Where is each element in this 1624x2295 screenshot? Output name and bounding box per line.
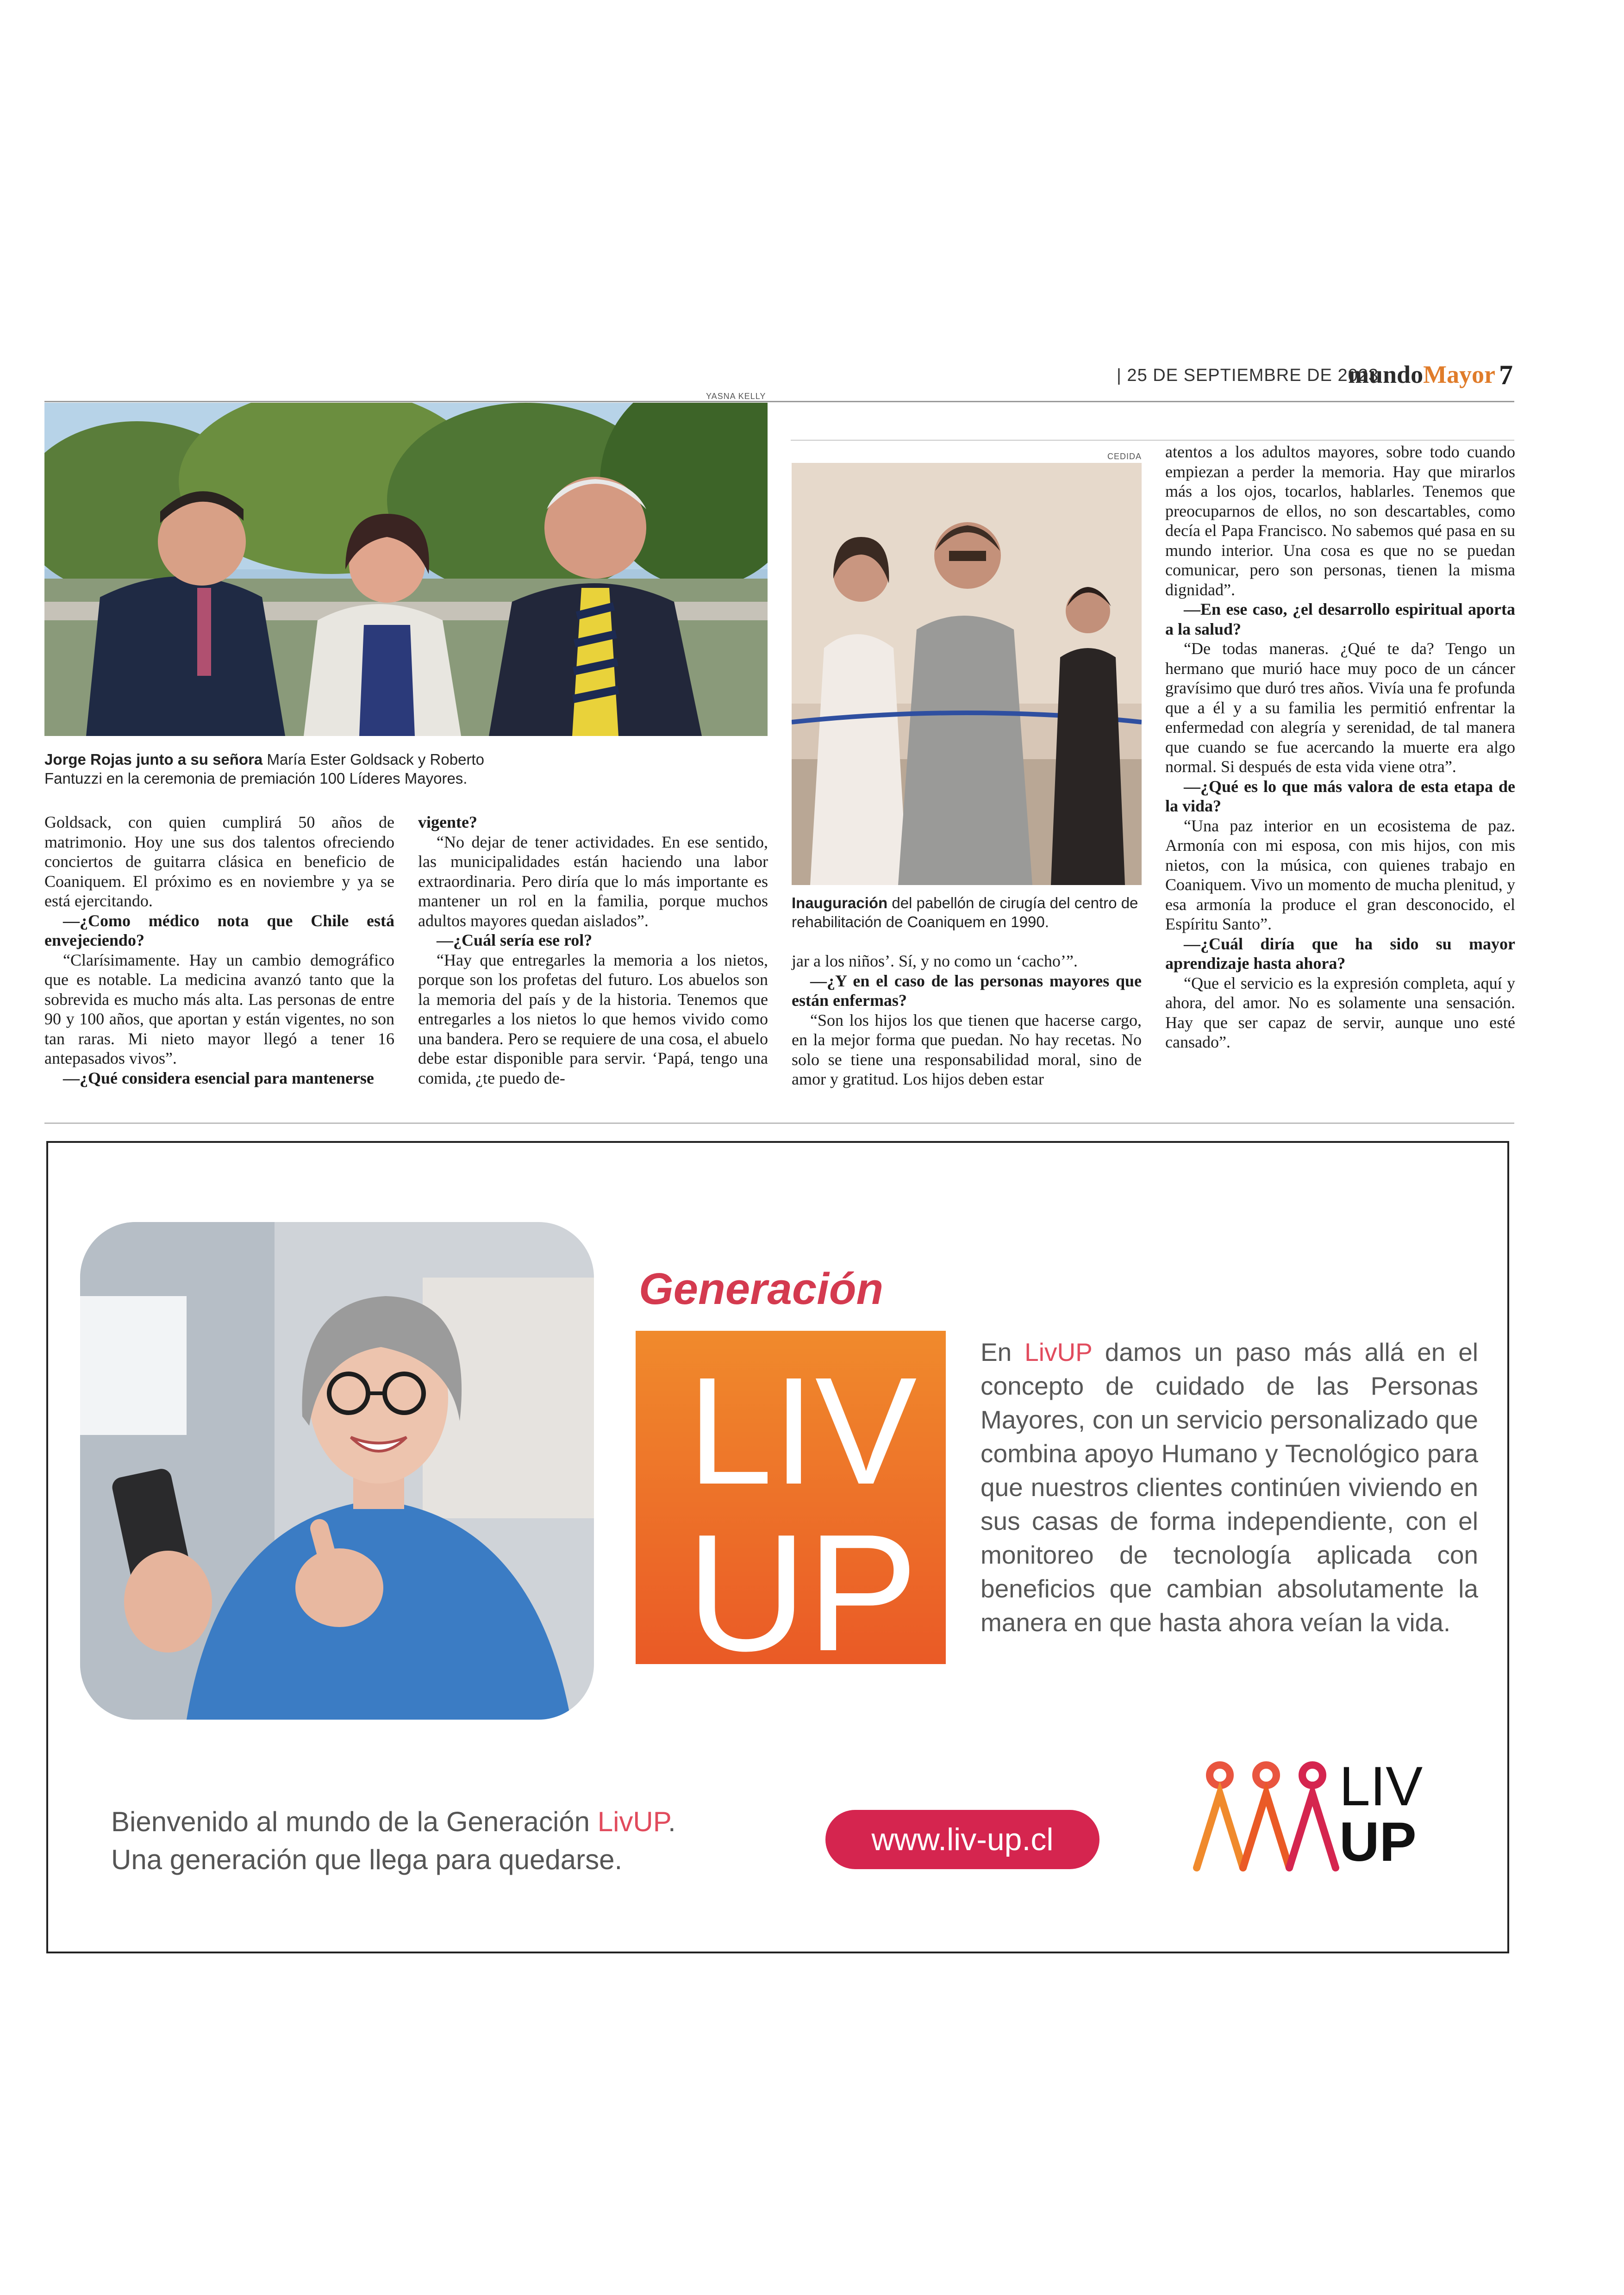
big-up-text: UP (686, 1500, 918, 1664)
logo-liv-text: LIV (1339, 1755, 1423, 1817)
article-col-4 (1165, 442, 1515, 1052)
article-ad-separator (44, 1123, 1514, 1124)
col4-p1: atentos a los adultos mayores, sobre todo cuando empiezan a perder la memoria. Hay que mirarlos más a los ojos, tocarlos, hablarles. Tenemos que preocuparnos de ellos, no son descartables, como decía el Papa Francisco. No sabemos qué pasa en su mundo interior. Una cosa es que no se puedan comunicar, pero son personas, tienen la misma dignidad”. (1165, 443, 1515, 599)
ad-body-pre: En (981, 1338, 1025, 1366)
col4-p2: “De todas maneras. ¿Qué te da? Tengo un hermano que murió hace muy poco de un cáncer gravísimo que duró tres años. Vivía una fe profunda que a él y a su familia les permitió enfrentar la enfermedad con alegría y serenidad, de tal manera que cuando se fue acercando la muerte era algo normal. Si después de esta vida viene otra”. (1165, 639, 1515, 776)
photo-ceremony (44, 403, 768, 736)
right-block-rule (791, 440, 1514, 441)
ad-body-brand: LivUP (1024, 1338, 1092, 1366)
photo-inauguration-image (792, 463, 1142, 885)
brand-suffix: Mayor (1423, 361, 1496, 388)
col1-p2: “Clarísimamente. Hay un cambio demográfico que es notable. La medicina avanzó tanto que la sobrevida es mucho más alta. Las personas de entre 90 y 100 años, que aportan y están vigentes, no son tan raras. Mi nieto mayor llegó a tener 16 antepasados vivos”. (44, 950, 394, 1067)
logo-up-text: UP (1339, 1811, 1417, 1873)
header-rule (44, 401, 1514, 402)
article-col-2 (418, 812, 768, 1088)
liv-up-people-icon (1192, 1761, 1340, 1872)
photo2-caption-bold: Inauguración (792, 894, 888, 911)
ad-title: Generación (639, 1264, 884, 1314)
big-liv-text: LIV (687, 1345, 917, 1516)
photo1-caption (44, 750, 507, 788)
photo2-caption (792, 893, 1143, 931)
ad-body-text (981, 1335, 1478, 1640)
photo1-caption-bold: Jorge Rojas junto a su señora (44, 751, 263, 768)
col1-p1: Goldsack, con quien cumplirá 50 años de matrimonio. Hoy une sus dos talentos ofreciendo conciertos de guitarra clásica en beneficio de Coaniquem. El próximo es en noviembre y ya se está ejercitando. (44, 813, 394, 910)
col4-p4: “Que el servicio es la expresión completa, aquí y ahora, del amor. No es solamente una sensación. Hay que ser capaz de servir, aunque uno esté cansado”. (1165, 973, 1515, 1051)
col3-question-1: —¿Y en el caso de las personas mayores que están enfermas? (792, 971, 1142, 1010)
ad-footer-line-1 (111, 1803, 676, 1841)
liv-up-big-logo-graphic (594, 1331, 946, 1664)
photo-inauguration (792, 463, 1142, 885)
col4-question-3: —¿Cuál diría que ha sido su mayor aprendizaje hasta ahora? (1165, 934, 1515, 973)
col1-question-2: —¿Qué considera esencial para mantenerse (63, 1068, 374, 1087)
col3-p2: “Son los hijos los que tienen que hacerse cargo, en la mejor forma que puedan. No hay recetas. No solo se tiene una responsabilidad moral, sino de amor y gratitud. Los hijos deben estar (792, 1010, 1142, 1088)
ad-website-link[interactable]: www.liv-up.cl (825, 1810, 1099, 1869)
col2-question-1: —¿Cuál sería ese rol? (437, 931, 593, 949)
ad-footer-line-2: Una generación que llega para quedarse. (111, 1844, 623, 1875)
ad-body-rest: damos un paso más allá en el concepto de cuidado de las Personas Mayores, con un servicio personalizado que combina apoyo Humano y Tecnológico para que nuestros clientes continúen viviendo en sus casas de forma independiente, con el monitoreo de tecnología aplicada con beneficios que cambian absolutamente la manera en que hasta ahora veían la vida. (981, 1338, 1478, 1637)
ad-photo-woman-with-phone (80, 1222, 594, 1720)
ad-footer-text (111, 1803, 676, 1879)
issue-date: | 25 DE SEPTIEMBRE DE 2023 (1117, 366, 1379, 385)
page-number: 7 (1499, 360, 1513, 390)
col2-question-cont: vigente? (418, 813, 477, 831)
people-icon (1192, 1761, 1340, 1872)
ad-footer-pre: Bienvenido al mundo de la Generación (111, 1806, 598, 1837)
col2-p1: “No dejar de tener actividades. En ese sentido, las municipalidades están haciendo una labor extraordinaria. Pero diría que lo más importante es mantener un rol en la familia, porque muchos adultos mayores quedan aislados”. (418, 832, 768, 930)
photo2-caption-text: del pabellón de cirugía del centro de rehabilitación de Coaniquem en 1990. (792, 894, 1138, 930)
article-col-1 (44, 812, 394, 1088)
photo1-credit: YASNA KELLY (706, 392, 766, 401)
col4-question-2: —¿Qué es lo que más valora de esta etapa de la vida? (1165, 777, 1515, 815)
section-brand (1348, 360, 1495, 389)
liv-up-big-logo (594, 1331, 946, 1664)
article-col-3 (792, 951, 1142, 1089)
photo1-caption-text: María Ester Goldsack y Roberto Fantuzzi en la ceremonia de premiación 100 Líderes Mayores. (44, 751, 484, 787)
col2-p2: “Hay que entregarles la memoria a los nietos, porque son los profetas del futuro. Los abuelos son la memoria del país y de la historia. Tenemos que entregarles a los nietos lo que hemos vivido como una bandera. Pero se requiere de una cosa, el abuelo debe estar disponible para servir. ‘Papá, tengo una comida, ¿te puedo de- (418, 950, 768, 1087)
ad-footer-post: . (668, 1806, 676, 1837)
col1-question-1: —¿Como médico nota que Chile está envejeciendo? (44, 911, 394, 949)
ad-photo (80, 1222, 594, 1720)
ad-footer-brand: LivUP (597, 1806, 668, 1837)
brand-prefix: mundo (1348, 361, 1424, 388)
col3-p1: jar a los niños’. Sí, y no como un ‘cacho’”. (792, 952, 1078, 970)
photo-ceremony-image (44, 403, 768, 736)
col4-p3: “Una paz interior en un ecosistema de paz. Armonía con mi esposa, con mis hijos, con mis nietos, con la música, con quienes trabajo en Coaniquem. Vivo un momento de mucha plenitud, y esa armonía la produce el gran desconocido, el Espíritu Santo”. (1165, 816, 1515, 933)
col4-question-1: —En ese caso, ¿el desarrollo espiritual aporta a la salud? (1165, 600, 1515, 638)
photo2-credit: CEDIDA (1107, 452, 1142, 461)
